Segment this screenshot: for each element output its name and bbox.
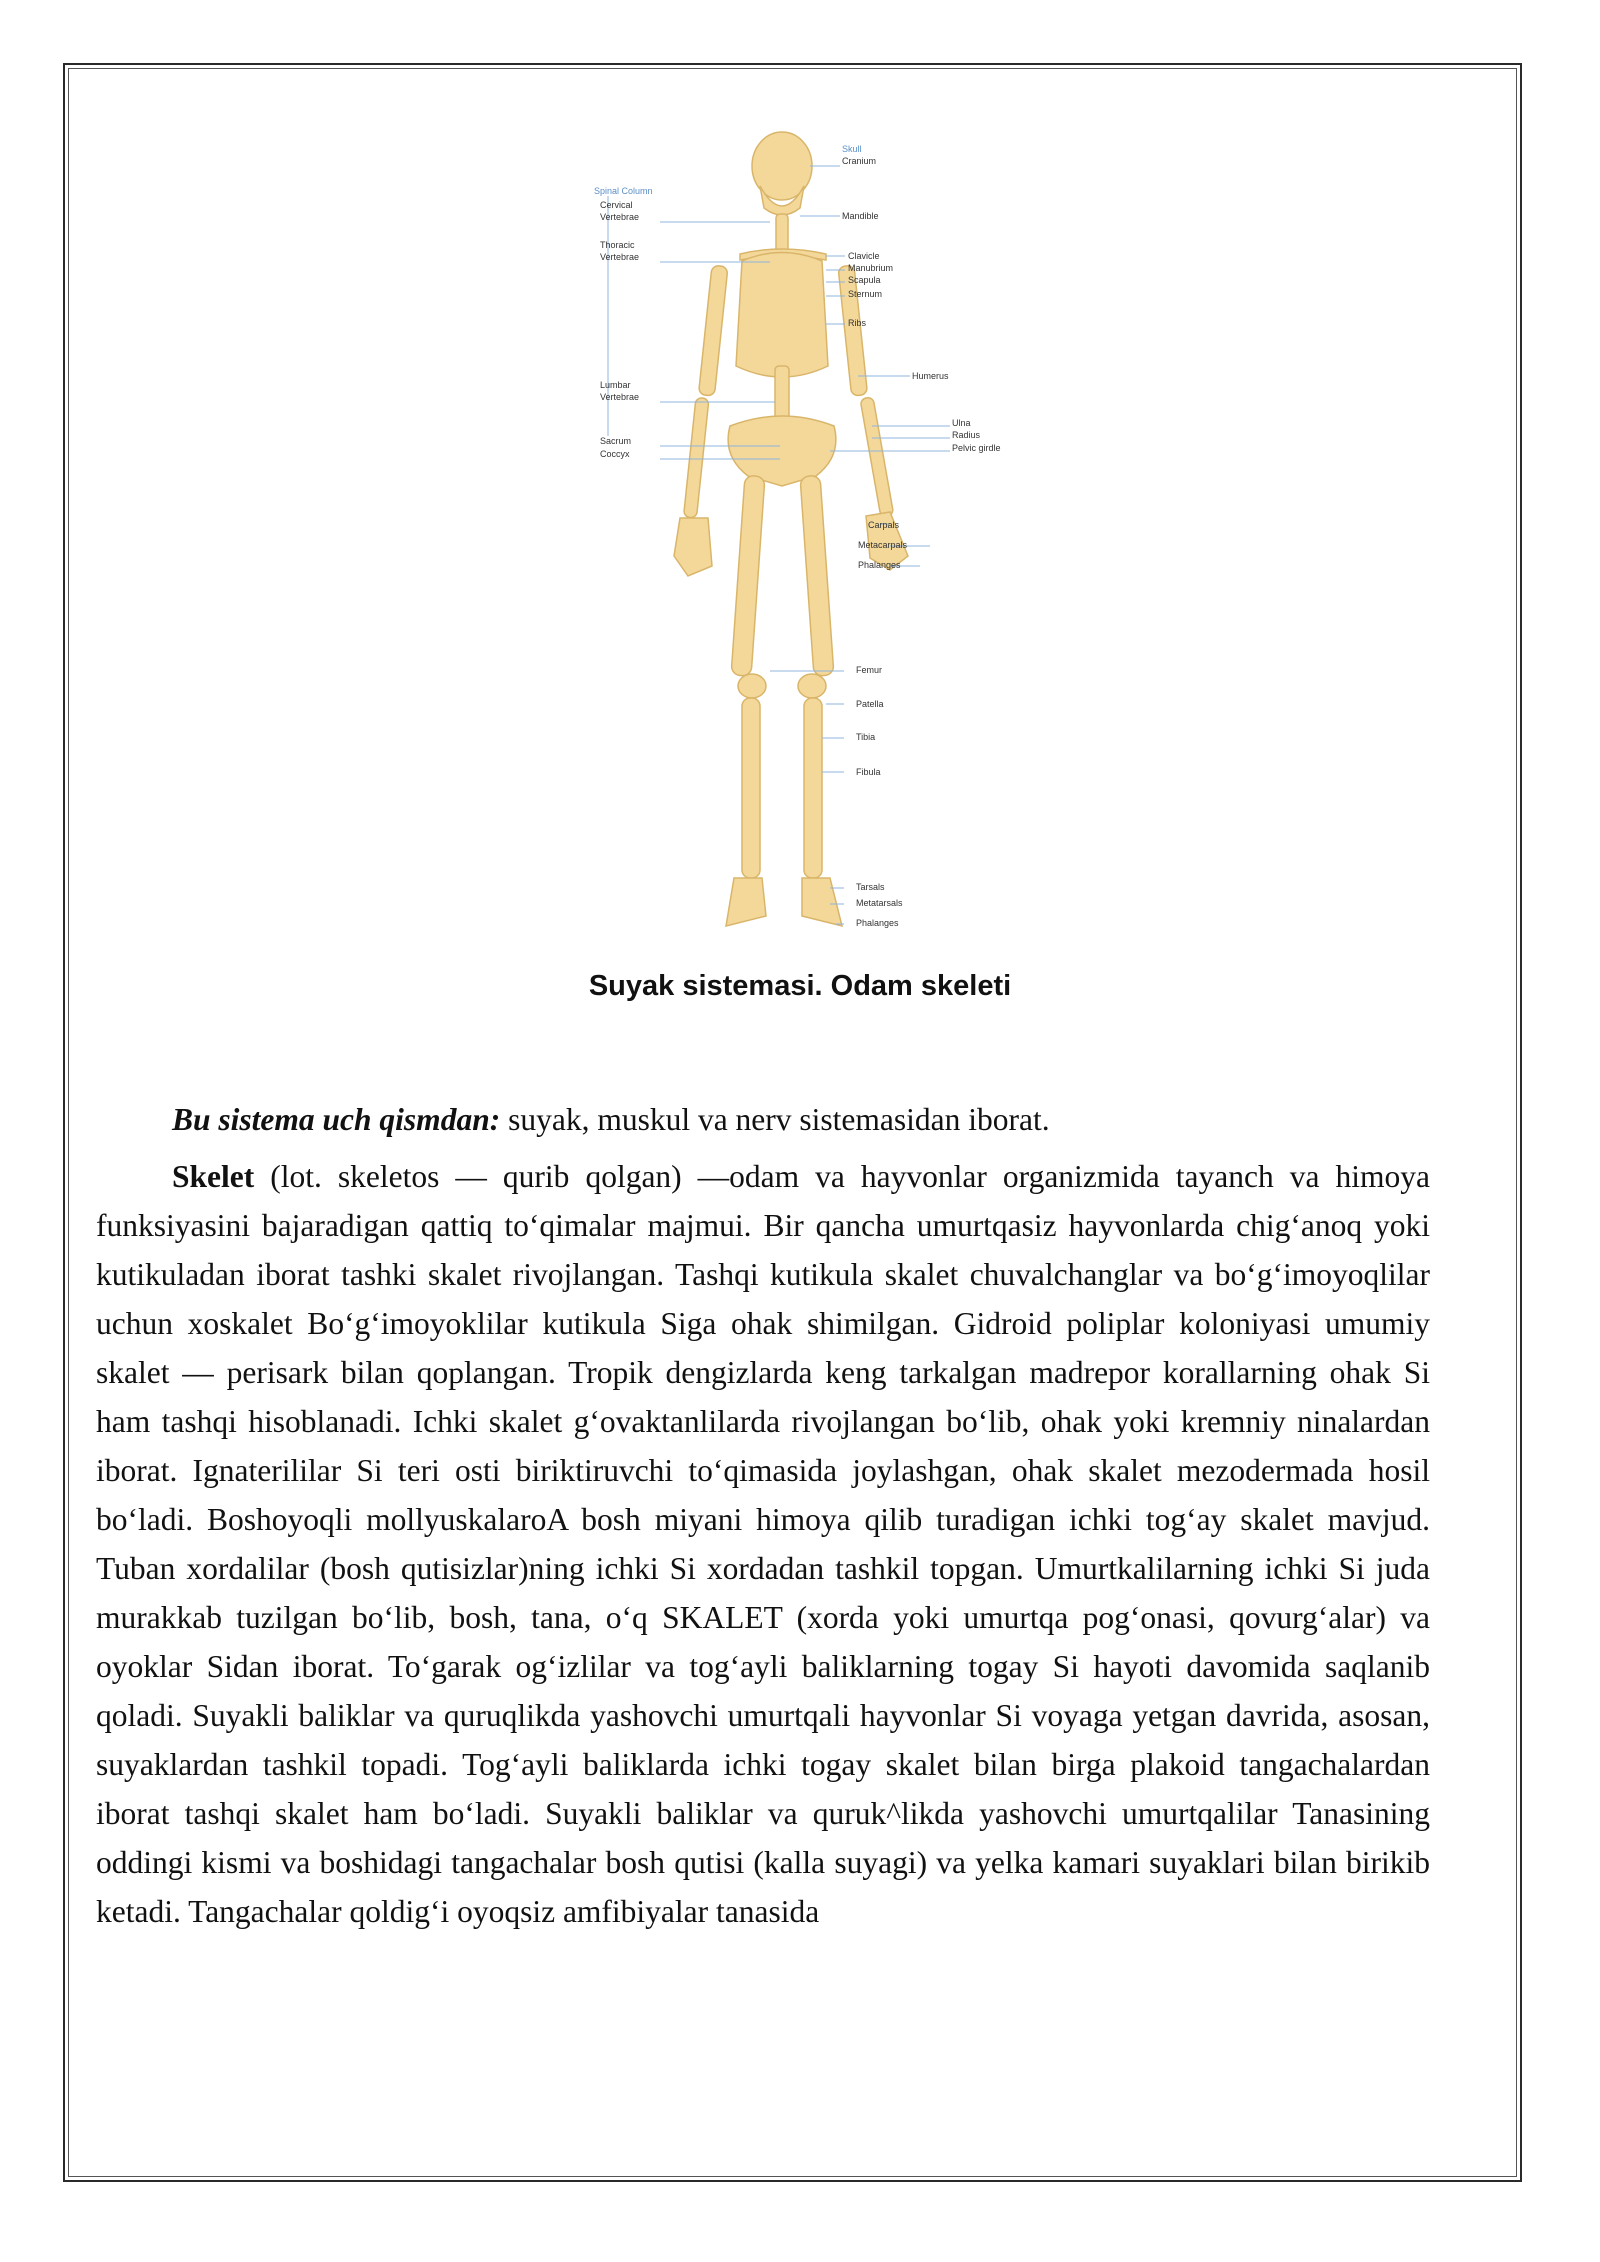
label-cervical-vertebrae: Vertebrae [600, 212, 640, 222]
skelet-term: Skelet [172, 1159, 255, 1194]
label-manubrium: Manubrium [848, 263, 894, 273]
label-coccyx: Coccyx [600, 449, 630, 459]
ribcage-shape [736, 253, 828, 378]
label-metacarpals: Metacarpals [858, 540, 908, 550]
femur-right-shape [800, 475, 834, 676]
foot-right-shape [802, 878, 842, 926]
label-phalanges-foot: Phalanges [856, 918, 899, 928]
label-clavicle: Clavicle [848, 251, 880, 261]
label-scapula: Scapula [848, 275, 881, 285]
label-spinal-column: Spinal Column [594, 186, 653, 196]
lead-rest: suyak, muskul va nerv sistemasidan iborat. [500, 1102, 1050, 1137]
label-skull: Skull [842, 144, 862, 154]
label-cranium: Cranium [842, 156, 877, 166]
skeleton-illustration [590, 126, 1030, 956]
label-radius: Radius [952, 430, 981, 440]
label-fibula: Fibula [856, 767, 881, 777]
body-text [96, 1095, 1430, 1936]
cervical-shape [776, 214, 788, 254]
skelet-body: (lot. skeletos — qurib qolgan) —odam va hayvonlar organizmida tayanch va himoya funksiyasini bajaradigan qattiq to‘qimalar majmui. Bir qancha umurtqasiz hayvonlarda chig‘anoq yoki kutikuladan iborat tashki skalet rivojlangan. Tashqi kutikula skalet chuvalchanglar va bo‘g‘imoyoqlilar uchun xoskalet Bo‘g‘imoyoklilar kutikula Siga ohak shimilgan. Gidroid poliplar koloniyasi umumiy skalet — perisark bilan qoplangan. Tropik dengizlarda keng tarkalgan madrepor korallarning ohak Si ham tashqi hisoblanadi. Ichki skalet g‘ovaktanlilarda rivojlangan bo‘lib, ohak yoki kremniy ninalardan iborat. Ignaterililar Si teri osti biriktiruvchi to‘qimasida joylashgan, ohak skalet mezodermada hosil bo‘ladi. Boshoyoqli mollyuskalaroA bosh miyani himoya qilib turadigan ichki tog‘ay skalet mavjud. Tuban xordalilar (bosh qutisizlar)ning ichki Si xordadan tashkil topgan. Umurtkalilarning ichki Si juda murakkab tuzilgan bo‘lib, bosh, tana, o‘q SKALET (xorda yoki umurtqa pog‘onasi, qovurg‘alar) va oyoklar Sidan iborat. To‘garak og‘izlilar va tog‘ayli baliklarning togay Si hayoti davomida saqlanib qoladi. Suyakli baliklar va quruqlikda yashovchi umurtqali hayvonlar Si voyaga yetgan davrida, asosan, suyaklardan tashkil topadi. Tog‘ayli baliklarda ichki togay skalet bilan birga plakoid tangachalardan iborat tashqi skalet ham bo‘ladi. Suyakli baliklar va quruk^likda yashovchi umurtqalilar Tanasining oddingi kismi va boshidagi tangachalar bosh qutisi (kalla suyagi) va yelka kamari suyaklari bilan birikib ketadi. Tangachalar qoldig‘i oyoqsiz amfibiyalar tanasida [96, 1159, 1430, 1929]
label-pelvic-girdle: Pelvic girdle [952, 443, 1001, 453]
label-patella: Patella [856, 699, 884, 709]
label-lumbar: Lumbar [600, 380, 631, 390]
foot-left-shape [726, 878, 766, 926]
label-ulna: Ulna [952, 418, 971, 428]
label-sacrum: Sacrum [600, 436, 632, 446]
hand-left-shape [674, 518, 712, 576]
label-thoracic: Thoracic [600, 240, 635, 250]
lead-emphasis: Bu sistema uch qismdan: [172, 1102, 501, 1137]
humerus-left-shape [698, 265, 728, 396]
label-cervical: Cervical [600, 200, 633, 210]
skelet-paragraph [96, 1152, 1430, 1936]
label-ribs: Ribs [848, 318, 867, 328]
label-tarsals: Tarsals [856, 882, 885, 892]
label-carpals: Carpals [868, 520, 900, 530]
label-thoracic-vertebrae: Vertebrae [600, 252, 640, 262]
label-sternum: Sternum [848, 289, 883, 299]
label-femur: Femur [856, 665, 883, 675]
lead-paragraph [96, 1095, 1430, 1144]
label-tibia: Tibia [856, 732, 876, 742]
femur-left-shape [731, 475, 765, 676]
label-metatarsals: Metatarsals [856, 898, 903, 908]
figure-caption: Suyak sistemasi. Odam skeleti [588, 970, 1012, 1002]
pelvis-shape [728, 416, 836, 486]
skeleton-figure [590, 126, 1030, 956]
label-phalanges-hand: Phalanges [858, 560, 901, 570]
label-mandible: Mandible [842, 211, 879, 221]
label-lumbar-vertebrae: Vertebrae [600, 392, 640, 402]
label-humerus: Humerus [912, 371, 949, 381]
